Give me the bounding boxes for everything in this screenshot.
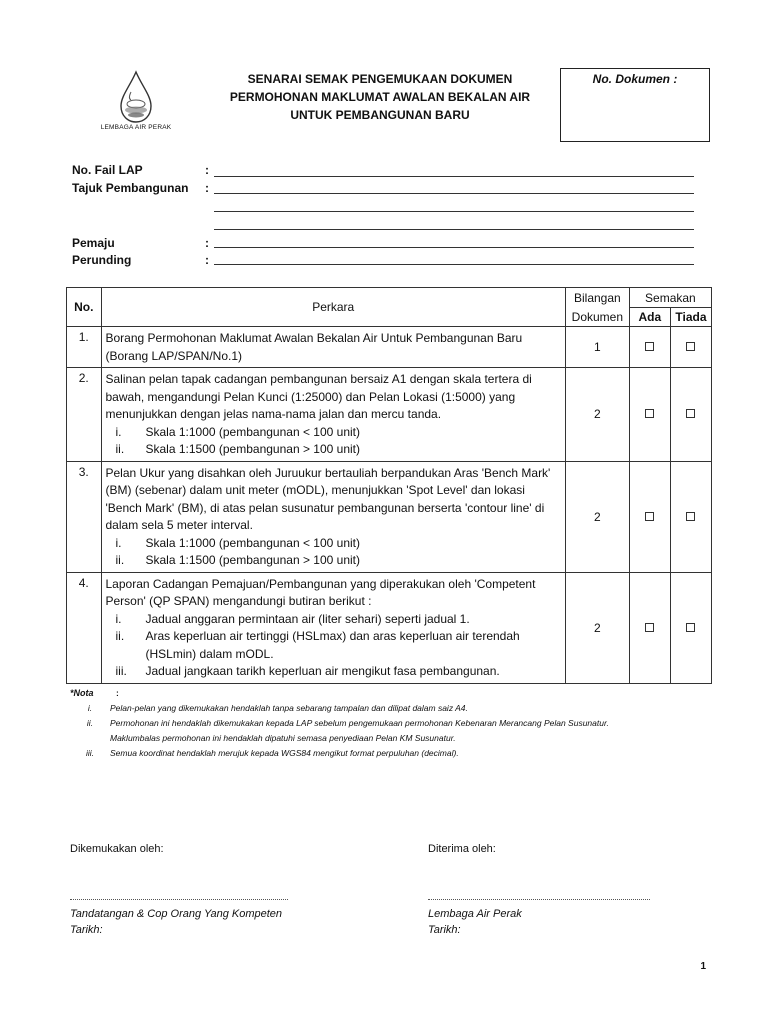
tiada-checkbox[interactable] <box>686 342 695 351</box>
document-count: 1 <box>565 327 629 368</box>
colon: : <box>205 163 209 177</box>
sub-item-number: i. <box>115 611 122 626</box>
header-no: No. <box>67 288 102 327</box>
document-title <box>200 70 560 124</box>
note-item <box>70 716 720 731</box>
sub-item <box>106 441 561 459</box>
organization-logo <box>88 70 184 142</box>
row-description: Pelan Ukur yang disahkan oleh Juruukur bertauliah berpandukan Aras 'Bench Mark' (BM) (sebenar) dalam unit meter (mODL), menunjukkan 'Spot Level' dan lokasi 'Bench Mark' (BM), di atas pelan susunatur pembangunan berserta 'contour line' di dalam sela 5 meter interval. <box>105 465 551 532</box>
ada-cell <box>629 572 670 683</box>
row-number: 1. <box>67 327 102 368</box>
row-description: Salinan pelan tapak cadangan pembangunan bersaiz A1 dengan skala tertera di bawah, mengandungi Pelan Kunci (1:25000) dan Pelan Lokasi (1:5000) yang menunjukkan dengan jelas nama-nama jalan dan mercu tanda. <box>105 372 532 421</box>
row-description-cell <box>101 461 565 572</box>
sub-item <box>106 611 561 629</box>
sub-item-number: ii. <box>115 629 125 643</box>
header-perkara: Perkara <box>101 288 565 327</box>
receiver-signature-line[interactable] <box>428 899 650 900</box>
row-number: 2. <box>67 368 102 462</box>
sub-item-number: i. <box>115 424 122 439</box>
ada-cell <box>629 461 670 572</box>
note-text: Pelan-pelan yang dikemukakan hendaklah tanpa sebarang tampalan dan dilipat dalam saiz A4. <box>110 703 468 713</box>
sub-item-text: Skala 1:1500 (pembangunan > 100 unit) <box>145 553 360 567</box>
tiada-cell <box>670 368 711 462</box>
title-line-1: SENARAI SEMAK PENGEMUKAAN DOKUMEN <box>247 72 513 86</box>
sub-item-number: ii. <box>115 442 125 456</box>
perunding-label: Perunding <box>72 253 132 267</box>
note-number <box>70 731 110 746</box>
tiada-cell <box>670 572 711 683</box>
tajuk-line-3[interactable] <box>214 229 694 230</box>
document-number-label: No. Dokumen : <box>592 72 678 86</box>
sub-item-text: Jadual anggaran permintaan air (liter sehari) seperti jadual 1. <box>145 611 470 626</box>
perunding-line[interactable] <box>214 264 694 265</box>
checklist-table <box>66 287 712 684</box>
notes-section <box>70 686 720 761</box>
tiada-checkbox[interactable] <box>686 409 695 418</box>
tiada-checkbox[interactable] <box>686 623 695 632</box>
table-row <box>67 572 712 683</box>
submitter-signature-line[interactable] <box>70 899 288 900</box>
row-description: Laporan Cadangan Pemajuan/Pembangunan yang diperakukan oleh 'Competent Person' (QP SPAN) mengandungi butiran berikut : <box>105 576 536 608</box>
note-item <box>70 746 720 761</box>
row-description-cell <box>101 572 565 683</box>
sub-item-text: Skala 1:1500 (pembangunan > 100 unit) <box>145 442 360 456</box>
colon: : <box>205 181 209 195</box>
note-text: Semua koordinat hendaklah merujuk kepada WGS84 mengikut format perpuluhan (decimal). <box>110 748 459 758</box>
row-description: Borang Permohonan Maklumat Awalan Bekalan Air Untuk Pembangunan Baru (Borang LAP/SPAN/No.1) <box>101 327 565 368</box>
sub-item-text: Aras keperluan air tertinggi (HSLmax) dan aras keperluan air terendah (HSLmin) dalam mODL. <box>145 629 520 661</box>
header-tiada: Tiada <box>670 308 711 327</box>
table-row <box>67 327 712 368</box>
row-number: 3. <box>67 461 102 572</box>
submitted-by-label: Dikemukakan oleh: <box>70 843 164 855</box>
table-row <box>67 368 712 462</box>
sub-item <box>106 552 561 570</box>
ada-cell <box>629 368 670 462</box>
document-count: 2 <box>565 572 629 683</box>
header-semakan: Semakan <box>629 288 711 308</box>
sub-item-number: iii. <box>115 664 127 678</box>
organization-name: LEMBAGA AIR PERAK <box>100 124 172 131</box>
header-ada: Ada <box>629 308 670 327</box>
note-text: Maklumbalas permohonan ini hendaklah dipatuhi semasa penyediaan Pelan KM Susunatur. <box>110 733 456 743</box>
row-description-cell <box>101 368 565 462</box>
table-row <box>67 461 712 572</box>
document-count: 2 <box>565 461 629 572</box>
header-dokumen: Dokumen <box>565 308 629 327</box>
note-item <box>70 701 720 716</box>
ada-checkbox[interactable] <box>645 342 654 351</box>
sub-item-number: ii. <box>115 553 125 567</box>
no-fail-label: No. Fail LAP <box>72 163 143 177</box>
colon: : <box>205 236 209 250</box>
pemaju-line[interactable] <box>214 247 694 248</box>
title-line-2: PERMOHONAN MAKLUMAT AWALAN BEKALAN AIR <box>229 90 531 104</box>
sub-item-text: Skala 1:1000 (pembangunan < 100 unit) <box>145 424 360 439</box>
notes-colon: : <box>116 688 119 698</box>
tiada-cell <box>670 327 711 368</box>
note-item <box>70 731 720 746</box>
sub-item <box>106 663 561 681</box>
header-bilangan: Bilangan <box>565 288 629 308</box>
sub-item <box>106 424 561 442</box>
receiver-date-label: Tarikh: <box>428 924 461 936</box>
notes-heading: *Nota <box>70 688 94 698</box>
tajuk-line-2[interactable] <box>214 211 694 212</box>
receiver-signature-caption: Lembaga Air Perak <box>428 908 522 920</box>
note-number: i. <box>87 703 93 713</box>
submitter-signature-caption: Tandatangan & Cop Orang Yang Kompeten <box>70 908 283 920</box>
note-text: Permohonan ini hendaklah dikemukakan kepada LAP sebelum pengemukaan permohonan Kebenaran Merancang Pelan Susunatur. <box>110 718 609 728</box>
ada-checkbox[interactable] <box>645 623 654 632</box>
tiada-cell <box>670 461 711 572</box>
sub-item-text: Jadual jangkaan tarikh keperluan air mengikut fasa pembangunan. <box>145 664 500 678</box>
sub-item <box>106 628 561 663</box>
no-fail-line[interactable] <box>214 176 694 177</box>
tajuk-label: Tajuk Pembangunan <box>72 181 189 195</box>
sub-item-number: i. <box>115 535 122 550</box>
tiada-checkbox[interactable] <box>686 512 695 521</box>
water-drop-icon <box>116 70 156 124</box>
document-count: 2 <box>565 368 629 462</box>
page-number: 1 <box>700 961 706 972</box>
ada-checkbox[interactable] <box>645 512 654 521</box>
pemaju-label: Pemaju <box>72 236 115 250</box>
sub-item-text: Skala 1:1000 (pembangunan < 100 unit) <box>145 535 360 550</box>
row-number: 4. <box>67 572 102 683</box>
ada-checkbox[interactable] <box>645 409 654 418</box>
title-line-3: UNTUK PEMBANGUNAN BARU <box>290 108 470 122</box>
notes-heading-row <box>70 686 720 701</box>
sub-item <box>106 535 561 553</box>
document-number-box[interactable] <box>560 68 710 142</box>
tajuk-line-1[interactable] <box>214 193 694 194</box>
ada-cell <box>629 327 670 368</box>
colon: : <box>205 253 209 267</box>
submitter-date-label: Tarikh: <box>70 924 103 936</box>
received-by-label: Diterima oleh: <box>428 843 496 855</box>
note-number: iii. <box>85 748 95 758</box>
note-number: ii. <box>86 718 94 728</box>
